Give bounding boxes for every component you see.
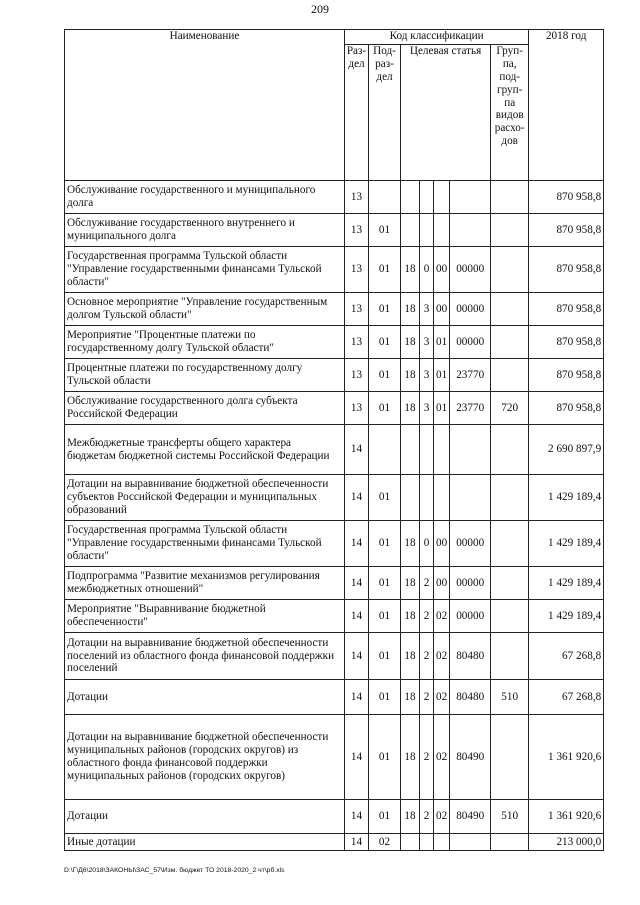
table-row: [65, 392, 604, 425]
cell-c2: 3: [420, 326, 434, 359]
table-row: [65, 359, 604, 392]
cell-c2: 2: [420, 715, 434, 800]
table-row: [65, 326, 604, 359]
column-header-year: 2018 год: [529, 30, 604, 181]
cell-name: Обслуживание государственного внутреннего и муниципального долга: [65, 214, 345, 247]
cell-c3: 02: [434, 633, 450, 680]
table-row: [65, 214, 604, 247]
cell-c3: [434, 181, 450, 214]
cell-amount: 870 958,8: [529, 181, 604, 214]
cell-pr: [369, 181, 401, 214]
cell-name: Мероприятие "Выравнивание бюджетной обеспеченности": [65, 600, 345, 633]
table-row: [65, 800, 604, 834]
cell-vr: [491, 425, 529, 475]
cell-pr: 02: [369, 834, 401, 851]
cell-vr: [491, 293, 529, 326]
cell-c4: 00000: [450, 293, 491, 326]
cell-c4: 00000: [450, 600, 491, 633]
cell-rz: 14: [345, 633, 369, 680]
cell-name: Основное мероприятие "Управление государственным долгом Тульской области": [65, 293, 345, 326]
cell-vr: [491, 475, 529, 521]
cell-c4: [450, 475, 491, 521]
cell-pr: 01: [369, 392, 401, 425]
cell-c3: 00: [434, 293, 450, 326]
cell-rz: 14: [345, 521, 369, 567]
cell-c2: [420, 181, 434, 214]
column-header-target: Целевая статья: [401, 45, 491, 181]
cell-pr: 01: [369, 715, 401, 800]
cell-c1: 18: [401, 567, 420, 600]
cell-c3: [434, 214, 450, 247]
cell-c3: 02: [434, 600, 450, 633]
cell-vr: 720: [491, 392, 529, 425]
cell-pr: 01: [369, 359, 401, 392]
cell-vr: [491, 567, 529, 600]
cell-c4: 80490: [450, 800, 491, 834]
cell-c4: [450, 834, 491, 851]
cell-pr: 01: [369, 633, 401, 680]
cell-c1: 18: [401, 247, 420, 293]
cell-vr: [491, 600, 529, 633]
cell-c2: [420, 425, 434, 475]
cell-name: Обслуживание государственного долга субъекта Российской Федерации: [65, 392, 345, 425]
cell-name: Иные дотации: [65, 834, 345, 851]
cell-vr: 510: [491, 800, 529, 834]
cell-c3: [434, 834, 450, 851]
cell-name: Государственная программа Тульской области "Управление государственными финансами Тульской области": [65, 247, 345, 293]
cell-c4: 80480: [450, 633, 491, 680]
cell-vr: [491, 214, 529, 247]
table-row: [65, 293, 604, 326]
cell-amount: 67 268,8: [529, 633, 604, 680]
cell-name: Дотации: [65, 680, 345, 715]
table-row: [65, 834, 604, 851]
cell-amount: 870 958,8: [529, 359, 604, 392]
column-header-subsection: Под- раз- дел: [369, 45, 401, 181]
cell-c1: 18: [401, 715, 420, 800]
cell-amount: 67 268,8: [529, 680, 604, 715]
cell-amount: 1 361 920,6: [529, 715, 604, 800]
cell-c1: 18: [401, 800, 420, 834]
budget-table: [64, 29, 604, 851]
cell-rz: 14: [345, 567, 369, 600]
cell-c2: 3: [420, 293, 434, 326]
cell-pr: 01: [369, 600, 401, 633]
cell-c1: 18: [401, 359, 420, 392]
cell-c4: [450, 214, 491, 247]
cell-pr: 01: [369, 800, 401, 834]
cell-rz: 13: [345, 392, 369, 425]
table-row: [65, 600, 604, 633]
cell-c3: 02: [434, 680, 450, 715]
cell-rz: 13: [345, 214, 369, 247]
cell-rz: 14: [345, 425, 369, 475]
table-row: [65, 680, 604, 715]
page-number: 209: [311, 2, 329, 16]
cell-c3: 00: [434, 567, 450, 600]
cell-c2: 2: [420, 800, 434, 834]
cell-pr: 01: [369, 475, 401, 521]
cell-c1: [401, 475, 420, 521]
cell-name: Государственная программа Тульской области "Управление государственными финансами Тульской области": [65, 521, 345, 567]
cell-c1: [401, 181, 420, 214]
cell-name: Мероприятие "Процентные платежи по государственному долгу Тульской области": [65, 326, 345, 359]
cell-name: Дотации на выравнивание бюджетной обеспеченности субъектов Российской Федерации и муниципальных образований: [65, 475, 345, 521]
cell-rz: 14: [345, 475, 369, 521]
cell-amount: 213 000,0: [529, 834, 604, 851]
cell-c2: 2: [420, 633, 434, 680]
cell-vr: [491, 359, 529, 392]
cell-c3: 02: [434, 715, 450, 800]
cell-vr: [491, 834, 529, 851]
cell-c1: 18: [401, 680, 420, 715]
cell-c3: 01: [434, 392, 450, 425]
table-row: [65, 633, 604, 680]
cell-pr: 01: [369, 326, 401, 359]
table-row: [65, 247, 604, 293]
table-row: [65, 715, 604, 800]
cell-amount: 870 958,8: [529, 247, 604, 293]
cell-c3: [434, 425, 450, 475]
cell-c1: [401, 834, 420, 851]
cell-c2: 0: [420, 521, 434, 567]
cell-amount: 870 958,8: [529, 326, 604, 359]
cell-c1: 18: [401, 633, 420, 680]
column-header-name: Наименование: [65, 30, 345, 181]
cell-pr: 01: [369, 293, 401, 326]
cell-name: Дотации: [65, 800, 345, 834]
cell-vr: [491, 521, 529, 567]
cell-c3: 01: [434, 359, 450, 392]
cell-c3: 02: [434, 800, 450, 834]
column-header-expense-group: Груп- па, под- груп- па видов расхо- дов: [491, 45, 529, 181]
cell-pr: 01: [369, 680, 401, 715]
cell-c2: 3: [420, 392, 434, 425]
cell-vr: [491, 633, 529, 680]
table-body: [65, 181, 604, 851]
cell-c1: [401, 425, 420, 475]
cell-pr: 01: [369, 247, 401, 293]
cell-rz: 13: [345, 326, 369, 359]
cell-c4: 80480: [450, 680, 491, 715]
cell-c3: 00: [434, 247, 450, 293]
cell-rz: 14: [345, 680, 369, 715]
cell-c4: 23770: [450, 392, 491, 425]
table-row: [65, 181, 604, 214]
cell-rz: 14: [345, 600, 369, 633]
cell-rz: 13: [345, 359, 369, 392]
cell-c1: 18: [401, 326, 420, 359]
cell-c1: 18: [401, 392, 420, 425]
cell-c2: 0: [420, 247, 434, 293]
cell-pr: [369, 425, 401, 475]
cell-c2: 2: [420, 567, 434, 600]
cell-c4: 23770: [450, 359, 491, 392]
cell-name: Подпрограмма "Развитие механизмов регулирования межбюджетных отношений": [65, 567, 345, 600]
column-header-section: Раз- дел: [345, 45, 369, 181]
cell-c4: 80490: [450, 715, 491, 800]
table-row: [65, 567, 604, 600]
cell-amount: 870 958,8: [529, 392, 604, 425]
cell-c4: [450, 425, 491, 475]
cell-vr: [491, 247, 529, 293]
cell-c4: 00000: [450, 326, 491, 359]
cell-rz: 13: [345, 293, 369, 326]
cell-amount: 2 690 897,9: [529, 425, 604, 475]
cell-pr: 01: [369, 214, 401, 247]
cell-c4: [450, 181, 491, 214]
cell-rz: 13: [345, 247, 369, 293]
cell-vr: 510: [491, 680, 529, 715]
cell-c2: [420, 834, 434, 851]
cell-vr: [491, 326, 529, 359]
cell-c4: 00000: [450, 247, 491, 293]
cell-rz: 14: [345, 834, 369, 851]
cell-c4: 00000: [450, 521, 491, 567]
cell-c1: 18: [401, 293, 420, 326]
cell-c2: [420, 475, 434, 521]
column-header-code-group: Код классификации: [345, 30, 529, 45]
cell-amount: 1 429 189,4: [529, 475, 604, 521]
file-path-footer: D:\Г\Д6\2018\ЗАКОНЫ\ЗАС_57\Изм. бюджет ТО 2018-2020_2 чт\рб.xls: [64, 867, 285, 874]
cell-amount: 1 361 920,6: [529, 800, 604, 834]
table-row: [65, 521, 604, 567]
cell-rz: 14: [345, 715, 369, 800]
cell-name: Процентные платежи по государственному долгу Тульской области: [65, 359, 345, 392]
cell-amount: 1 429 189,4: [529, 600, 604, 633]
cell-c1: 18: [401, 521, 420, 567]
cell-amount: 1 429 189,4: [529, 521, 604, 567]
cell-name: Обслуживание государственного и муниципального долга: [65, 181, 345, 214]
cell-amount: 1 429 189,4: [529, 567, 604, 600]
cell-c3: 01: [434, 326, 450, 359]
cell-c4: 00000: [450, 567, 491, 600]
cell-rz: 14: [345, 800, 369, 834]
cell-c3: 00: [434, 521, 450, 567]
cell-c1: 18: [401, 600, 420, 633]
cell-c1: [401, 214, 420, 247]
cell-amount: 870 958,8: [529, 214, 604, 247]
cell-c3: [434, 475, 450, 521]
cell-rz: 13: [345, 181, 369, 214]
cell-c2: 2: [420, 600, 434, 633]
table-row: [65, 475, 604, 521]
cell-name: Дотации на выравнивание бюджетной обеспеченности поселений из областного фонда финансовой поддержки поселений: [65, 633, 345, 680]
cell-pr: 01: [369, 567, 401, 600]
cell-c2: 2: [420, 680, 434, 715]
cell-amount: 870 958,8: [529, 293, 604, 326]
cell-name: Дотации на выравнивание бюджетной обеспеченности муниципальных районов (городских округов) из областного фонда финансовой поддержки муниципальных районов (городских округов): [65, 715, 345, 800]
cell-vr: [491, 715, 529, 800]
cell-pr: 01: [369, 521, 401, 567]
table-row: [65, 425, 604, 475]
cell-vr: [491, 181, 529, 214]
cell-name: Межбюджетные трансферты общего характера бюджетам бюджетной системы Российской Федерации: [65, 425, 345, 475]
cell-c2: 3: [420, 359, 434, 392]
cell-c2: [420, 214, 434, 247]
